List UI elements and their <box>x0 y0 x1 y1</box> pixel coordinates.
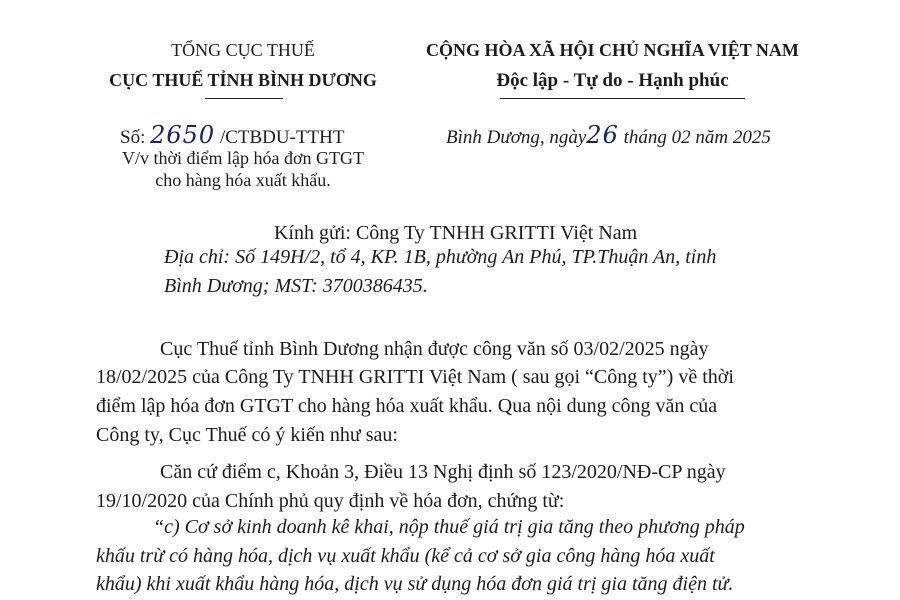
document-number <box>120 121 344 149</box>
agency-parent: TỔNG CỤC THUẾ <box>171 40 315 60</box>
quote-line-3: khẩu) khi xuất khẩu hàng hóa, dịch vụ sử dụng hóa đơn giá trị gia tăng điện tử. <box>96 573 734 595</box>
so-suffix: /CTBDU-TTHT <box>219 127 345 148</box>
so-label: Số: <box>120 127 146 148</box>
address-line-2: Bình Dương; MST: 3700386435. <box>164 275 428 297</box>
nation-motto: Độc lập - Tự do - Hạnh phúc <box>496 70 729 91</box>
nation-title: CỘNG HÒA XÃ HỘI CHỦ NGHĨA VIỆT NAM <box>426 40 799 60</box>
body-p1-line-3: điểm lập hóa đơn GTGT cho hàng hóa xuất khẩu. Qua nội dung công văn của <box>96 395 718 417</box>
handwritten-day: 26 <box>586 121 619 149</box>
body-p2-line-2: 19/10/2020 của Chính phủ quy định về hóa đơn, chứng từ: <box>96 490 565 512</box>
body-p2-line-1: Căn cứ điểm c, Khoản 3, Điều 13 Nghị định số 123/2020/NĐ-CP ngày <box>160 461 726 483</box>
date-line <box>446 121 771 149</box>
quote-line-2: khấu trừ có hàng hóa, dịch vụ xuất khẩu (kể cả cơ sở gia công hàng hóa xuất <box>96 545 715 567</box>
handwritten-number: 2650 <box>150 121 216 149</box>
body-p1-line-1: Cục Thuế tỉnh Bình Dương nhận được công văn số 03/02/2025 ngày <box>160 338 709 360</box>
quote-line-1: “c) Cơ sở kinh doanh kê khai, nộp thuế giá trị gia tăng theo phương pháp <box>153 516 745 538</box>
subject-line-1: V/v thời điểm lập hóa đơn GTGT <box>122 148 364 168</box>
body-p1-line-4: Công ty, Cục Thuế có ý kiến như sau: <box>96 424 398 446</box>
recipient-line: Kính gửi: Công Ty TNHH GRITTI Việt Nam <box>274 222 638 244</box>
motto-underline <box>500 98 745 99</box>
agency-name: CỤC THUẾ TỈNH BÌNH DƯƠNG <box>109 70 377 90</box>
agency-underline <box>205 98 283 99</box>
subject-line-2: cho hàng hóa xuất khẩu. <box>155 170 331 190</box>
body-p1-line-2: 18/02/2025 của Công Ty TNHH GRITTI Việt Nam ( sau gọi “Công ty”) về thời <box>96 366 734 388</box>
date-suffix: tháng 02 năm 2025 <box>623 127 771 148</box>
address-line-1: Địa chỉ: Số 149H/2, tổ 4, KP. 1B, phường An Phú, TP.Thuận An, tỉnh <box>164 246 717 268</box>
date-prefix: Bình Dương, ngày <box>446 127 587 148</box>
